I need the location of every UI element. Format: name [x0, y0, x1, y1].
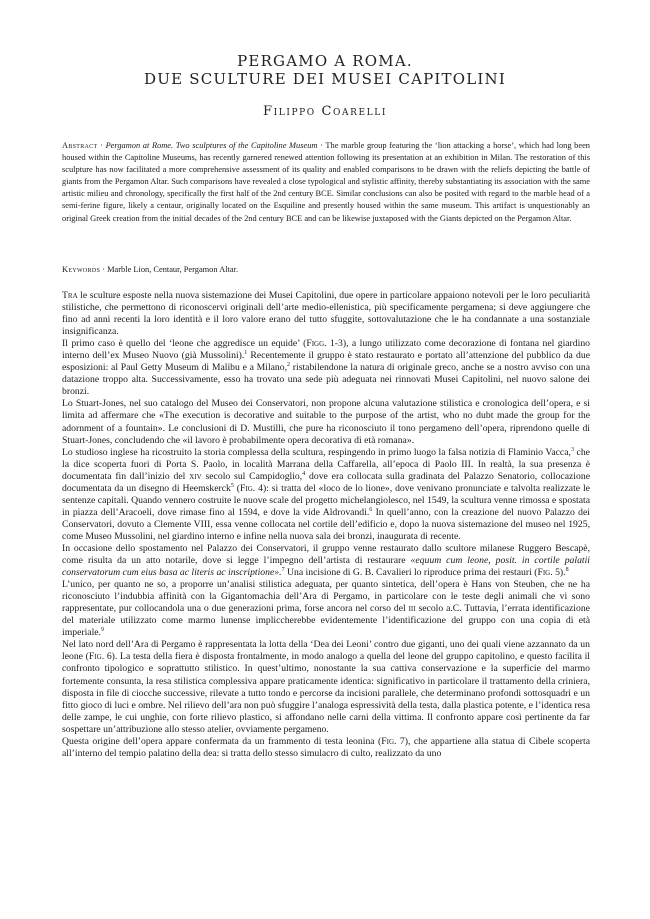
paragraph-8 — [62, 736, 590, 760]
title-line-1: PERGAMO A ROMA. — [237, 52, 413, 70]
latin-quote: «equum cum leone, posit. in cortile palatii conservatorum cum eius basa ac literis ac inscriptione». — [62, 555, 591, 579]
figure-ref: Fig. 6 — [88, 651, 112, 663]
p1-text: le sculture esposte nella nuova sistemazione dei Musei Capitolini, due opere in particolare appaiono notevoli per le loro peculiarità stilistiche, che permettono di riconoscervi originali dell’arte medio-ellenistica, più specificamente pergamena; si deve aggiungere che fino ad anni recenti la loro identità e il loro valore erano del tutto sfuggite, sottovalutazione che le ha condannate a una sostanziale insignificanza. — [62, 290, 590, 338]
footnote-ref: 8 — [565, 566, 569, 573]
footnote-ref: 7 — [281, 566, 285, 573]
p2-text-c: Recentemente il gruppo è stato restaurato e portato all’attenzione del pubblico da due esposizioni: al Paul Getty Museum di Malibu e a Milano, — [62, 350, 590, 374]
lead-word: Tra — [62, 290, 78, 301]
body-text — [62, 290, 590, 760]
paragraph-4 — [62, 447, 590, 543]
abstract-sep-2: · — [317, 141, 326, 150]
p6-text-b: secolo a.C. Tuttavia, l’errata identificazione del materiale utilizzato come marmo lunense impliccherebbe evidentemente l’identificazione del gruppo con una copia di età imperiale. — [62, 603, 590, 639]
paragraph-7 — [62, 639, 590, 735]
p4-text-b: che la dice scoperta fuori di Porta S. Paolo, in località Marrana della Caffarella, all’epoca di Paolo III. In realtà, la sua presenza è documentata fin dall’inizio del — [62, 446, 590, 482]
paragraph-2 — [62, 338, 590, 398]
footnote-ref: 6 — [369, 506, 373, 513]
p4-text-f: ): si tratta del «loco de lo lione», dove venivano pronunciate e talvolta realizzate le sentenze capitali. Quando vennero costruite le nuove scale del progetto michelangiolesco, nel 1549, la scultura venne rimossa e spostata in piazza dell’Aracoeli, dove rimase fino al 1594, e dove la vide Aldrovandi. — [62, 482, 590, 518]
abstract-title: Pergamon at Rome. Two sculptures of the Capitoline Museum — [105, 141, 318, 150]
abstract-sep: · — [97, 141, 106, 150]
century-numeral: xiv — [189, 470, 202, 482]
p4-text-e: ( — [233, 482, 241, 494]
footnote-ref: 5 — [230, 482, 234, 489]
keywords-sep: · — [100, 265, 108, 274]
p4-text-c: secolo sul Campidoglio, — [201, 470, 303, 482]
paragraph-1 — [62, 290, 590, 338]
p8-text-a: Questa origine dell’opera appare confermata da un frammento di testa leonina ( — [62, 735, 382, 747]
footnote-ref: 3 — [570, 446, 574, 453]
p5-text-a: In occasione dello spostamento nel Palazzo dei Conservatori, il gruppo venne restaurato dallo scultore milanese Ruggero Bescapè, come risulta da un atto notarile, dove si legge l’impegno dell’artista di restaurare — [62, 542, 590, 567]
keywords-label: Keywords — [62, 265, 101, 274]
p2-text-d: ristabilendone la natura di originale greco, anche se a nostro avviso con una datazione troppo alta. Successivamente, esso ha trovato una sede più adeguata nei rinnovati Musei Capitolini, nel nuovo salone dei bronzi. — [62, 362, 590, 398]
p5-text-b: Una incisione di G. B. Cavalieri lo riproduce prima dei restauri ( — [284, 567, 538, 579]
paragraph-5 — [62, 543, 590, 579]
author-name: Filippo Coarelli — [262, 104, 387, 119]
footnote-ref: 9 — [101, 627, 105, 634]
abstract-label: Abstract — [62, 141, 98, 150]
paragraph-6 — [62, 579, 590, 639]
keywords-text: Marble Lion, Centaur, Pergamon Altar. — [107, 265, 239, 274]
keywords — [62, 264, 590, 276]
p8-text-b: ), che appartiene alla statua di Cibele scoperta all’interno del tempio palatino della dea: si tratta dello stesso simulacro di culto, realizzato da uno — [62, 735, 590, 759]
abstract — [62, 140, 590, 225]
footnote-ref: 2 — [287, 362, 291, 369]
p2-text-b: ), a lungo utilizzato come decorazione di fontana nel giardino interno dell’ex Museo Nuovo (già Mussolini). — [62, 338, 591, 362]
p3-text: Lo Stuart-Jones, nel suo catalogo del Museo dei Conservatori, non propone alcuna valutazione stilistica e cronologica dell’opera, e si limita ad affermare che «The execution is decorative and suitable to the purpose of the artist, who no dubt made the group for the adornment of a fountain». Le conclusioni di D. Mustilli, che pure ha riconosciuto il tono pergameno dell’opera, riprendono quelle di Stuart-Jones, concludendo che «il lavoro è probabilmente opera decorativa di età romana». — [62, 398, 590, 446]
p5-text-c: ). — [559, 567, 566, 579]
figure-ref: Figg. 1-3 — [306, 338, 343, 350]
paragraph-3 — [62, 398, 590, 446]
title-line-2: DUE SCULTURE DEI MUSEI CAPITOLINI — [144, 70, 506, 88]
figure-ref: Fig. 7 — [381, 735, 405, 747]
p4-text-d: dove era collocata sulla gradinata del Palazzo Senatorio, collocazione documentata da un disegno di Heemskerck — [62, 470, 590, 494]
figure-ref: Fig. 4 — [240, 482, 263, 494]
century-numeral: iii — [408, 603, 416, 615]
p6-text-a: L’unico, per quanto ne so, a proporre un’analisi stilistica adeguata, per quanto sintetica, dell’opera è Hans von Steuben, che ne ha riconosciuto l’indubbia affinità con la Gigantomachia dell’Ara di Pergamo, in particolare con le teste degli animali che vi sono rappresentate, pur collocandola una o due generazioni prima, forse ancora nel corso del — [62, 579, 590, 615]
p7-text-a: Nel lato nord dell’Ara di Pergamo è rappresentata la lotta della ‘Dea dei Leoni’ contro due giganti, uno dei quali viene azzannato da un leone ( — [62, 639, 590, 663]
p4-text-a: Lo studioso inglese ha ricostruito la storia complessa della scultura, respingendo in primo luogo la falsa notizia di Flaminio Vacca, — [62, 446, 571, 458]
p4-text-g: In quell’anno, con la creazione del nuovo Palazzo dei Conservatori, dovuto a Clemente VIII, essa venne collocata nel cortile dell’edificio e, dopo la nuova sistemazione del museo nel 1925, come Museo Mussolini, nel giardino interno e infine nella nuova sala dei bronzi, inaugurata di recente. — [62, 506, 590, 542]
figure-ref: Fig. 5 — [537, 567, 560, 579]
p7-text-b: ). La testa della fiera è disposta frontalmente, in modo analogo a quella del leone del gruppo capitolino, e questo facilita il confronto tipologico e soprattutto stilistico. In quest’ultimo, nonostante la sua cattiva conservazione e la superficie del marmo fortemente consunta, la resa stilistica complessiva appare praticamente identica: significativo in particolare il trattamento della criniera, disposta in file di ciocche successive, rilevate a tutto tondo e percorse da incisioni parallele, che determinano profondi sottosquadri e un fitto gioco di luci e ombre. Nel rilievo dell’ara non può sfuggire l’analoga espressività della testa, dalla plastica potente, e l’identica resa delle zampe, le cui unghie, con forte rilievo plastico, si affondano nelle carni della vittima. Il confronto appare così pertinente da far sospettare un’attribuzione allo stesso atelier, ovviamente pergameno. — [62, 651, 590, 735]
abstract-text: The marble group featuring the ‘lion attacking a horse’, which had long been housed within the Capitoline Museums, has recently garnered renewed attention following its presentation at an exhibition in Milan. The restoration of this sculpture has now facilitated a more comprehensive assessment of its quality and enabled comparisons to be drawn with the reliefs depicting the battle of giants from the Pergamon Altar. Such comparisons have revealed a close typological and stylistic affinity, thereby substantiating its association with the same artistic milieu and chronology, specifically the first half of the 2nd century BCE. Similar conclusions can also be posited with regard to the marble head of a semi-ferine figure, likely a centaur, originally located on the Esquiline and presently housed within the same museum. This artifact is unquestionably an original Greek creation from the initial decades of the 2nd century BCE and can be likewise juxtaposed with the Giants depicted on the Pergamon Altar. — [62, 141, 590, 223]
p2-text-a: Il primo caso è quello del ‘leone che aggredisce un equide’ ( — [62, 338, 307, 350]
footnote-ref: 1 — [244, 350, 248, 356]
footnote-ref: 4 — [302, 470, 306, 477]
